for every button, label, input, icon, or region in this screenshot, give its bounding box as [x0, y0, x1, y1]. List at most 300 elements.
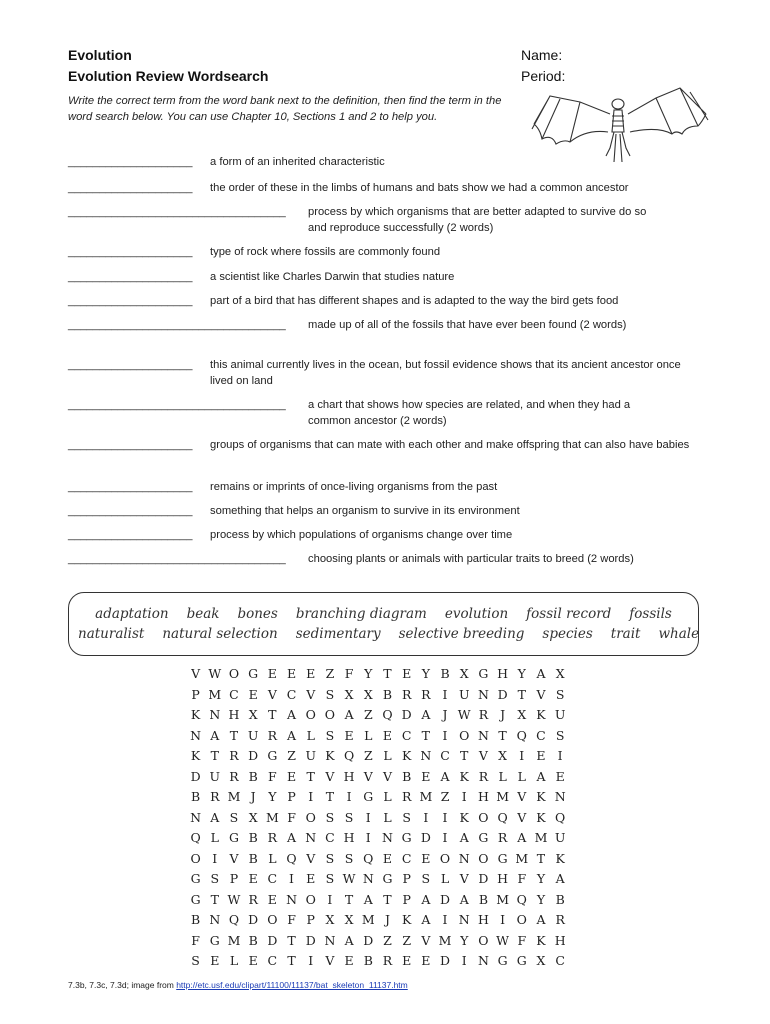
grid-letter[interactable]: O — [478, 932, 489, 948]
grid-letter[interactable]: Y — [268, 789, 277, 804]
grid-letter[interactable]: T — [517, 686, 526, 702]
grid-letter[interactable]: L — [440, 871, 450, 886]
grid-letter[interactable]: H — [497, 871, 509, 886]
grid-letter[interactable]: Y — [536, 871, 546, 886]
grid-letter[interactable]: F — [268, 768, 277, 784]
grid-letter[interactable]: I — [442, 727, 448, 743]
grid-letter[interactable]: M — [419, 789, 433, 804]
grid-letter[interactable]: I — [289, 871, 294, 886]
grid-letter[interactable]: T — [325, 789, 335, 804]
grid-letter[interactable]: A — [363, 891, 373, 907]
grid-letter[interactable]: I — [327, 891, 333, 907]
grid-letter[interactable]: U — [554, 707, 566, 722]
grid-letter[interactable]: R — [421, 686, 431, 702]
grid-letter[interactable]: G — [497, 953, 508, 968]
grid-letter[interactable]: N — [209, 912, 221, 927]
grid-letter[interactable]: D — [478, 871, 489, 886]
grid-letter[interactable]: U — [458, 686, 470, 702]
grid-letter[interactable]: R — [401, 686, 412, 702]
grid-letter[interactable]: O — [267, 912, 278, 927]
grid-letter[interactable]: Q — [343, 748, 355, 763]
grid-letter[interactable]: E — [402, 953, 412, 968]
grid-letter[interactable]: Z — [383, 932, 392, 948]
grid-letter[interactable]: E — [344, 953, 354, 968]
grid-letter[interactable]: D — [248, 912, 259, 927]
grid-letter[interactable]: S — [229, 809, 239, 825]
grid-letter[interactable]: H — [343, 768, 355, 784]
grid-letter[interactable]: Q — [286, 850, 297, 866]
grid-letter[interactable]: Y — [460, 932, 469, 948]
grid-letter[interactable]: S — [191, 953, 200, 968]
grid-letter[interactable]: X — [517, 707, 527, 722]
grid-letter[interactable]: X — [325, 912, 335, 927]
grid-letter[interactable]: Y — [536, 891, 546, 907]
grid-letter[interactable]: E — [402, 666, 412, 681]
grid-letter[interactable]: Z — [363, 748, 373, 763]
grid-letter[interactable]: X — [498, 748, 508, 763]
grid-letter[interactable]: K — [536, 809, 546, 825]
grid-letter[interactable]: A — [344, 932, 354, 948]
grid-letter[interactable]: O — [516, 912, 527, 927]
grid-letter[interactable]: E — [536, 748, 546, 763]
grid-letter[interactable]: M — [227, 789, 241, 804]
answer-blank[interactable]: ____________________ — [68, 246, 193, 258]
grid-letter[interactable]: O — [439, 850, 451, 866]
grid-letter[interactable]: M — [534, 830, 548, 845]
grid-letter[interactable]: Q — [382, 707, 393, 722]
grid-letter[interactable]: R — [267, 727, 278, 743]
grid-letter[interactable]: N — [362, 871, 374, 886]
grid-letter[interactable]: S — [421, 871, 431, 886]
grid-letter[interactable]: I — [365, 830, 371, 845]
grid-letter[interactable]: R — [210, 789, 220, 804]
grid-letter[interactable]: X — [459, 666, 469, 681]
grid-letter[interactable]: K — [536, 932, 546, 948]
grid-letter[interactable]: X — [555, 666, 565, 681]
grid-letter[interactable]: E — [306, 871, 316, 886]
grid-letter[interactable]: T — [498, 727, 507, 743]
grid-letter[interactable]: T — [268, 707, 277, 722]
grid-letter[interactable]: V — [478, 748, 488, 763]
grid-letter[interactable]: L — [229, 953, 239, 968]
grid-letter[interactable]: N — [305, 830, 317, 845]
grid-letter[interactable]: L — [383, 809, 392, 825]
grid-letter[interactable]: C — [401, 727, 412, 743]
grid-letter[interactable]: S — [555, 727, 565, 743]
grid-letter[interactable]: N — [554, 789, 566, 804]
grid-letter[interactable]: D — [267, 932, 278, 948]
grid-letter[interactable]: H — [477, 789, 489, 804]
grid-letter[interactable]: K — [325, 748, 335, 763]
grid-letter[interactable]: N — [420, 748, 432, 763]
grid-letter[interactable]: V — [325, 953, 335, 968]
grid-letter[interactable]: L — [364, 727, 373, 743]
grid-letter[interactable]: T — [229, 727, 239, 743]
grid-letter[interactable]: V — [459, 871, 469, 886]
grid-letter[interactable]: R — [401, 789, 412, 804]
grid-letter[interactable]: T — [344, 891, 354, 907]
grid-letter[interactable]: H — [497, 666, 509, 681]
answer-blank[interactable]: ____________________ — [68, 271, 193, 283]
grid-letter[interactable]: C — [267, 953, 278, 968]
grid-letter[interactable]: G — [190, 871, 201, 886]
grid-letter[interactable]: X — [344, 912, 354, 927]
grid-letter[interactable]: I — [365, 809, 371, 825]
grid-letter[interactable]: S — [325, 727, 335, 743]
grid-letter[interactable]: B — [248, 830, 258, 845]
grid-letter[interactable]: M — [208, 686, 222, 702]
grid-letter[interactable]: O — [228, 666, 240, 681]
grid-letter[interactable]: F — [344, 666, 354, 681]
grid-letter[interactable]: E — [267, 891, 277, 907]
grid-letter[interactable]: E — [421, 768, 431, 784]
grid-letter[interactable]: L — [383, 748, 392, 763]
grid-letter[interactable]: N — [477, 727, 489, 743]
grid-letter[interactable]: U — [554, 830, 566, 845]
grid-letter[interactable]: E — [286, 666, 297, 681]
grid-letter[interactable]: B — [248, 932, 258, 948]
grid-letter[interactable]: K — [401, 748, 412, 763]
grid-letter[interactable]: Q — [516, 891, 527, 907]
grid-letter[interactable]: I — [346, 789, 352, 804]
grid-letter[interactable]: W — [208, 666, 222, 681]
grid-letter[interactable]: P — [229, 871, 239, 886]
grid-letter[interactable]: I — [461, 953, 467, 968]
grid-letter[interactable]: G — [209, 932, 220, 948]
grid-letter[interactable]: A — [287, 830, 297, 845]
grid-letter[interactable]: L — [498, 768, 507, 784]
grid-letter[interactable]: G — [478, 830, 489, 845]
grid-letter[interactable]: I — [308, 953, 314, 968]
grid-letter[interactable]: N — [190, 727, 202, 743]
grid-letter[interactable]: I — [519, 748, 525, 763]
grid-letter[interactable]: G — [478, 666, 489, 681]
grid-letter[interactable]: E — [382, 727, 393, 743]
grid-letter[interactable]: E — [286, 768, 297, 784]
grid-letter[interactable]: V — [306, 686, 316, 702]
grid-letter[interactable]: S — [325, 686, 335, 702]
grid-letter[interactable]: Q — [555, 809, 566, 825]
grid-letter[interactable]: A — [440, 768, 450, 784]
grid-letter[interactable]: K — [190, 748, 201, 763]
grid-letter[interactable]: U — [247, 727, 259, 743]
grid-letter[interactable]: M — [227, 932, 241, 948]
grid-letter[interactable]: G — [228, 830, 239, 845]
grid-letter[interactable]: V — [229, 850, 239, 866]
grid-letter[interactable]: G — [363, 789, 374, 804]
grid-letter[interactable]: K — [459, 768, 469, 784]
grid-letter[interactable]: P — [402, 891, 411, 907]
grid-letter[interactable]: R — [497, 830, 508, 845]
grid-letter[interactable]: W — [457, 707, 471, 722]
grid-letter[interactable]: N — [477, 686, 489, 702]
grid-letter[interactable]: G — [516, 953, 527, 968]
grid-letter[interactable]: S — [402, 809, 411, 825]
grid-letter[interactable]: G — [497, 850, 508, 866]
grid-letter[interactable]: G — [401, 830, 412, 845]
grid-letter[interactable]: A — [210, 727, 220, 743]
grid-letter[interactable]: A — [421, 707, 431, 722]
grid-letter[interactable]: M — [515, 850, 529, 866]
answer-blank[interactable]: ___________________________________ — [68, 319, 286, 331]
footer-link[interactable]: http://etc.usf.edu/clipart/11100/11137/bat_skeleton_11137.htm — [176, 980, 408, 990]
grid-letter[interactable]: S — [325, 871, 335, 886]
grid-letter[interactable]: B — [478, 891, 488, 907]
grid-letter[interactable]: T — [210, 748, 219, 763]
grid-letter[interactable]: B — [191, 912, 201, 927]
grid-letter[interactable]: I — [500, 912, 506, 927]
answer-blank[interactable]: ____________________ — [68, 505, 193, 517]
grid-letter[interactable]: D — [305, 932, 316, 948]
grid-letter[interactable]: Q — [190, 830, 201, 845]
grid-letter[interactable]: C — [440, 748, 450, 763]
grid-letter[interactable]: Q — [497, 809, 508, 825]
grid-letter[interactable]: B — [440, 666, 450, 681]
grid-letter[interactable]: E — [267, 666, 277, 681]
grid-letter[interactable]: K — [536, 707, 546, 722]
answer-blank[interactable]: ____________________ — [68, 295, 193, 307]
grid-letter[interactable]: R — [229, 748, 239, 763]
grid-letter[interactable]: L — [517, 768, 526, 784]
grid-letter[interactable]: O — [478, 850, 489, 866]
grid-letter[interactable]: R — [267, 830, 278, 845]
grid-letter[interactable]: S — [325, 809, 335, 825]
answer-blank[interactable]: ____________________ — [68, 439, 193, 451]
answer-blank[interactable]: ____________________ — [68, 359, 193, 371]
grid-letter[interactable]: T — [383, 666, 392, 681]
answer-blank[interactable]: ___________________________________ — [68, 206, 286, 218]
grid-letter[interactable]: P — [287, 789, 296, 804]
grid-letter[interactable]: A — [536, 768, 546, 784]
grid-letter[interactable]: D — [190, 768, 201, 784]
grid-letter[interactable]: B — [191, 789, 201, 804]
grid-letter[interactable]: Y — [364, 666, 373, 681]
grid-letter[interactable]: A — [344, 707, 354, 722]
grid-letter[interactable]: R — [478, 768, 489, 784]
grid-letter[interactable]: E — [306, 666, 316, 681]
grid-letter[interactable]: A — [287, 727, 297, 743]
grid-letter[interactable]: H — [343, 830, 355, 845]
grid-letter[interactable]: A — [536, 666, 546, 681]
grid-letter[interactable]: G — [382, 871, 393, 886]
grid-letter[interactable]: A — [421, 912, 431, 927]
grid-letter[interactable]: H — [554, 932, 566, 948]
grid-letter[interactable]: Z — [363, 707, 373, 722]
grid-letter[interactable]: L — [306, 727, 315, 743]
grid-letter[interactable]: I — [212, 850, 218, 866]
grid-letter[interactable]: X — [363, 686, 373, 702]
grid-letter[interactable]: V — [517, 809, 527, 825]
grid-letter[interactable]: Y — [421, 666, 430, 681]
grid-letter[interactable]: M — [361, 912, 375, 927]
grid-letter[interactable]: C — [536, 727, 546, 743]
grid-letter[interactable]: K — [555, 850, 565, 866]
grid-letter[interactable]: I — [308, 789, 314, 804]
grid-letter[interactable]: S — [210, 871, 220, 886]
grid-letter[interactable]: W — [496, 932, 510, 948]
grid-letter[interactable]: K — [459, 809, 469, 825]
grid-letter[interactable]: F — [517, 871, 527, 886]
grid-letter[interactable]: V — [536, 686, 546, 702]
grid-letter[interactable]: J — [250, 789, 256, 804]
grid-letter[interactable]: R — [248, 891, 258, 907]
grid-letter[interactable]: L — [210, 830, 219, 845]
grid-letter[interactable]: C — [267, 871, 278, 886]
grid-letter[interactable]: O — [324, 707, 336, 722]
grid-letter[interactable]: W — [342, 871, 356, 886]
grid-letter[interactable]: G — [248, 666, 259, 681]
grid-letter[interactable]: D — [420, 830, 431, 845]
grid-letter[interactable]: T — [421, 727, 431, 743]
grid-letter[interactable]: A — [459, 830, 469, 845]
grid-letter[interactable]: M — [438, 932, 452, 948]
grid-letter[interactable]: X — [248, 809, 258, 825]
grid-letter[interactable]: Z — [325, 666, 335, 681]
grid-letter[interactable]: R — [229, 768, 239, 784]
grid-letter[interactable]: D — [363, 932, 374, 948]
grid-letter[interactable]: E — [210, 953, 220, 968]
grid-letter[interactable]: A — [210, 809, 220, 825]
grid-letter[interactable]: T — [287, 932, 296, 948]
grid-letter[interactable]: Z — [440, 789, 450, 804]
grid-letter[interactable]: F — [517, 932, 527, 948]
grid-letter[interactable]: B — [363, 953, 373, 968]
grid-letter[interactable]: N — [209, 707, 221, 722]
grid-letter[interactable]: E — [555, 768, 565, 784]
grid-letter[interactable]: E — [248, 686, 258, 702]
grid-letter[interactable]: N — [286, 891, 297, 907]
grid-letter[interactable]: D — [440, 953, 451, 968]
grid-letter[interactable]: N — [382, 830, 393, 845]
grid-letter[interactable]: I — [442, 686, 448, 702]
grid-letter[interactable]: C — [555, 953, 565, 968]
answer-blank[interactable]: ____________________ — [68, 529, 193, 541]
grid-letter[interactable]: U — [305, 748, 316, 763]
grid-letter[interactable]: N — [458, 912, 470, 927]
grid-letter[interactable]: O — [459, 727, 470, 743]
grid-letter[interactable]: J — [384, 912, 390, 927]
grid-letter[interactable]: X — [344, 686, 354, 702]
answer-blank[interactable]: ____________________ — [68, 481, 193, 493]
grid-letter[interactable]: V — [191, 666, 201, 681]
grid-letter[interactable]: B — [248, 850, 258, 866]
grid-letter[interactable]: O — [305, 809, 316, 825]
grid-letter[interactable]: I — [442, 830, 448, 845]
grid-letter[interactable]: X — [536, 953, 546, 968]
answer-blank[interactable]: ____________________ — [68, 182, 193, 194]
grid-letter[interactable]: J — [442, 707, 448, 722]
grid-letter[interactable]: E — [248, 871, 258, 886]
answer-blank[interactable]: ____________________ — [68, 156, 193, 168]
grid-letter[interactable]: V — [382, 768, 392, 784]
grid-letter[interactable]: N — [458, 850, 470, 866]
grid-letter[interactable]: P — [306, 912, 315, 927]
grid-letter[interactable]: I — [442, 912, 448, 927]
grid-letter[interactable]: T — [536, 850, 546, 866]
grid-letter[interactable]: O — [190, 850, 201, 866]
grid-letter[interactable]: A — [517, 830, 527, 845]
grid-letter[interactable]: B — [382, 686, 393, 702]
grid-letter[interactable]: J — [500, 707, 506, 722]
grid-letter[interactable]: A — [536, 912, 546, 927]
grid-letter[interactable]: H — [477, 912, 489, 927]
grid-letter[interactable]: I — [461, 789, 467, 804]
grid-letter[interactable]: D — [401, 707, 412, 722]
grid-letter[interactable]: K — [401, 912, 412, 927]
grid-letter[interactable]: C — [286, 686, 297, 702]
grid-letter[interactable]: P — [402, 871, 411, 886]
grid-letter[interactable]: T — [210, 891, 219, 907]
grid-letter[interactable]: E — [382, 850, 393, 866]
grid-letter[interactable]: E — [421, 850, 431, 866]
grid-letter[interactable]: L — [268, 850, 277, 866]
grid-letter[interactable]: S — [325, 850, 335, 866]
grid-letter[interactable]: V — [306, 850, 316, 866]
grid-letter[interactable]: Z — [287, 748, 296, 763]
grid-letter[interactable]: D — [440, 891, 451, 907]
grid-letter[interactable]: F — [191, 932, 200, 948]
grid-letter[interactable]: A — [287, 707, 297, 722]
grid-letter[interactable]: K — [190, 707, 201, 722]
grid-letter[interactable]: O — [305, 707, 316, 722]
grid-letter[interactable]: G — [190, 891, 201, 907]
grid-letter[interactable]: R — [382, 953, 393, 968]
grid-letter[interactable]: T — [383, 891, 392, 907]
grid-letter[interactable]: B — [555, 891, 565, 907]
grid-letter[interactable]: T — [306, 768, 315, 784]
grid-letter[interactable]: L — [383, 789, 392, 804]
grid-letter[interactable]: N — [324, 932, 336, 948]
grid-letter[interactable]: A — [421, 891, 431, 907]
grid-letter[interactable]: H — [228, 707, 240, 722]
grid-letter[interactable]: N — [190, 809, 202, 825]
grid-letter[interactable]: M — [496, 789, 509, 804]
grid-letter[interactable]: N — [477, 953, 489, 968]
grid-letter[interactable]: A — [459, 891, 469, 907]
grid-letter[interactable]: C — [325, 830, 335, 845]
answer-blank[interactable]: ___________________________________ — [68, 399, 286, 411]
grid-letter[interactable]: I — [423, 809, 429, 825]
grid-letter[interactable]: O — [305, 891, 316, 907]
grid-letter[interactable]: B — [402, 768, 412, 784]
grid-letter[interactable]: C — [401, 850, 412, 866]
grid-letter[interactable]: V — [325, 768, 335, 784]
grid-letter[interactable]: S — [344, 850, 354, 866]
grid-letter[interactable]: W — [227, 891, 241, 907]
answer-blank[interactable]: ___________________________________ — [68, 553, 286, 565]
grid-letter[interactable]: V — [517, 789, 527, 804]
grid-letter[interactable]: S — [555, 686, 565, 702]
grid-letter[interactable]: M — [265, 809, 279, 825]
grid-letter[interactable]: X — [248, 707, 258, 722]
grid-letter[interactable]: F — [287, 912, 296, 927]
grid-letter[interactable]: B — [248, 768, 258, 784]
grid-letter[interactable]: O — [478, 809, 489, 825]
grid-letter[interactable]: M — [496, 891, 509, 907]
grid-letter[interactable]: U — [209, 768, 221, 784]
grid-letter[interactable]: E — [248, 953, 258, 968]
grid-letter[interactable]: I — [557, 748, 563, 763]
grid-letter[interactable]: D — [248, 748, 259, 763]
grid-letter[interactable]: G — [267, 748, 278, 763]
grid-letter[interactable]: A — [555, 871, 565, 886]
grid-letter[interactable]: K — [536, 789, 546, 804]
grid-letter[interactable]: Q — [363, 850, 374, 866]
grid-letter[interactable]: T — [287, 953, 296, 968]
grid-letter[interactable]: D — [497, 686, 508, 702]
grid-letter[interactable]: V — [421, 932, 431, 948]
grid-letter[interactable]: C — [229, 686, 239, 702]
